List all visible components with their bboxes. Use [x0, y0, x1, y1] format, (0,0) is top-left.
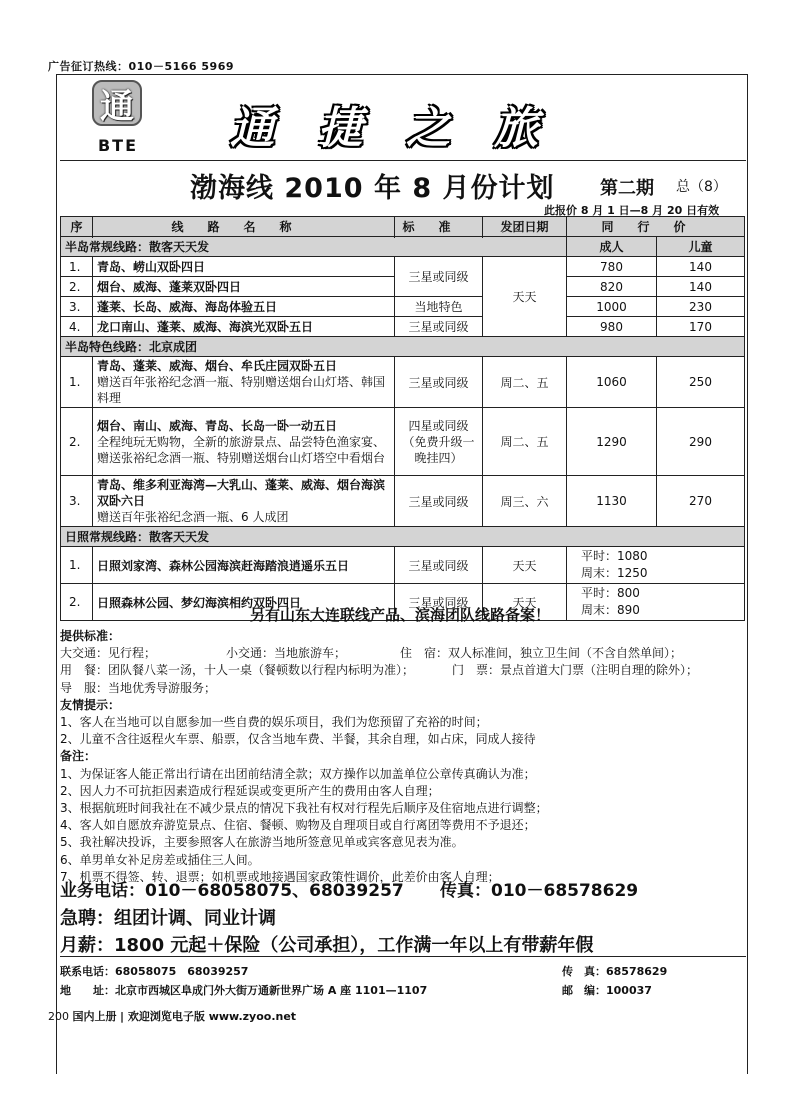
- weekend-price: 周末：890: [581, 603, 640, 617]
- standard-cell: 三星或同级: [395, 317, 483, 337]
- departure-cell: 周二、五: [483, 408, 567, 476]
- company-logo: [88, 80, 148, 158]
- row-number: 1.: [61, 547, 93, 584]
- more-products-note: 另有山东大连联线产品、滨海团队线路备案！: [249, 606, 550, 624]
- table-row: [61, 257, 745, 277]
- page-footer: 200 国内上册 | 欢迎浏览电子版 www.zyoo.net: [48, 1010, 297, 1023]
- header-seq: 序: [61, 217, 93, 237]
- adult-price: 780: [567, 257, 657, 277]
- departure-cell: 天天: [483, 584, 567, 621]
- note-item: 5、我社解决投诉，主要参照客人在旅游当地所签意见单或宾客意见表为准。: [60, 835, 464, 850]
- header-adult: 成人: [567, 237, 657, 257]
- weekday-price: 平时：1080: [581, 549, 648, 563]
- departure-cell: 周三、六: [483, 476, 567, 527]
- page-title: 渤海线 2010 年 8 月份计划: [190, 173, 555, 204]
- promo-text: 欢迎浏览电子版 www.zyoo.net: [127, 1010, 297, 1023]
- standards-heading: 提供标准：: [60, 629, 121, 643]
- route-name: 烟台、南山、威海、青岛、长岛一卧一动五日: [97, 418, 338, 433]
- footer-fax: 传 真：68578629: [562, 965, 668, 978]
- route-price-table: [60, 216, 745, 621]
- brand-name: 通捷之旅: [230, 103, 582, 154]
- transport-small: 小交通：当地旅游车；: [226, 646, 347, 661]
- route-name: 青岛、蓬莱、威海、烟台、牟氏庄园双卧五日: [97, 359, 338, 373]
- route-name: 日照刘家湾、森林公园海滨赶海踏浪逍遥乐五日: [93, 547, 395, 584]
- header-departure: 发团日期: [483, 217, 567, 237]
- logo-text: BTE: [97, 136, 139, 155]
- hiring: 急聘：组团计调、同业计调: [60, 908, 276, 929]
- standard-cell: 三星或同级: [395, 257, 483, 297]
- standard-cell: 三星或同级: [395, 584, 483, 621]
- row-number: 1.: [61, 357, 93, 408]
- footer-row: [60, 981, 744, 1000]
- table-row: [61, 476, 745, 527]
- child-price: 140: [657, 277, 745, 297]
- child-price: 270: [657, 476, 745, 527]
- route-name: 日照森林公园、梦幻海滨相约双卧四日: [93, 584, 395, 621]
- contacts-block: [60, 878, 744, 959]
- standards-row: [60, 662, 744, 679]
- note-item: 3、根据航班时间我社在不减少景点的情况下我社有权对行程先后顺序及住宿地点进行调整；: [60, 801, 548, 816]
- tickets: 门 票：景点首道大门票（注明自理的除外）；: [452, 663, 699, 678]
- route-name: 青岛、维多利亚海湾—大乳山、蓬莱、威海、烟台海滨双卧六日: [97, 478, 386, 508]
- route-description: 赠送百年张裕纪念酒一瓶、特别赠送烟台山灯塔、韩国料理: [97, 375, 386, 405]
- table-row: [61, 297, 745, 317]
- adult-price: 1060: [567, 357, 657, 408]
- row-number: 2.: [61, 584, 93, 621]
- header-route: 线路名称: [93, 217, 395, 237]
- ad-hotline: 广告征订热线：010－5166 5969: [48, 60, 235, 73]
- adult-price: 1130: [567, 476, 657, 527]
- section-title: 半岛特色线路：北京成团: [61, 337, 745, 357]
- logo-mark-icon: 通: [92, 80, 142, 126]
- section-row: [61, 337, 745, 357]
- notes-heading: 备注：: [60, 749, 97, 764]
- issue-total: 总（8）: [676, 179, 727, 195]
- table-row: [61, 547, 745, 584]
- lodging: 住 宿：双人标准间，独立卫生间（不含自然单间）；: [400, 646, 683, 661]
- standard-cell: 四星或同级（免费升级一晚挂四）: [395, 408, 483, 476]
- section-row: [61, 237, 745, 257]
- terms-section: [60, 628, 744, 886]
- row-number: 1.: [61, 257, 93, 277]
- business-fax: 传真：010－68578629: [440, 881, 639, 901]
- footer-tel: 联系电话：68058075 68039257: [60, 965, 249, 978]
- route-cell: [93, 357, 395, 408]
- row-number: 3.: [61, 476, 93, 527]
- note-item: 4、客人如自愿放弃游览景点、住宿、餐顿、购物及自理项目或自行离团等费用不予退还；: [60, 818, 536, 833]
- child-price: 170: [657, 317, 745, 337]
- route-cell: [93, 476, 395, 527]
- table-row: [61, 357, 745, 408]
- note-item: 6、单男单女补足房差或插住三人间。: [60, 852, 260, 867]
- row-number: 3.: [61, 297, 93, 317]
- section-title: 日照常规线路：散客天天发: [61, 527, 745, 547]
- phone-fax-row: [60, 878, 744, 905]
- section-row: [61, 527, 745, 547]
- departure-cell: 天天: [483, 257, 567, 337]
- child-price: 250: [657, 357, 745, 408]
- row-number: 2.: [61, 408, 93, 476]
- table-row: [61, 317, 745, 337]
- header-child: 儿童: [657, 237, 745, 257]
- route-name: 青岛、崂山双卧四日: [93, 257, 395, 277]
- row-number: 2.: [61, 277, 93, 297]
- note-item: 7、机票不得签、转、退票；如机票或地接遇国家政策性调价，此差价由客人自理；: [60, 869, 500, 884]
- salary: 月薪：1800 元起＋保险（公司承担），工作满一年以上有带薪年假: [60, 935, 594, 956]
- route-name: 龙口南山、蓬莱、威海、海滨光双卧五日: [93, 317, 395, 337]
- guide: 导 服：当地优秀导游服务；: [60, 680, 217, 695]
- price-validity-note: 此报价 8 月 1 日—8 月 20 日有效: [544, 204, 720, 217]
- standard-cell: 三星或同级: [395, 357, 483, 408]
- page-number: 200: [48, 1010, 69, 1023]
- footer-info: [60, 962, 744, 1000]
- standard-cell: 三星或同级: [395, 476, 483, 527]
- weekend-price: 周末：1250: [581, 566, 648, 580]
- standard-cell: 当地特色: [395, 297, 483, 317]
- footer-postcode: 邮 编：100037: [562, 984, 652, 997]
- footer-address: 地 址：北京市西城区阜成门外大街万通新世界广场 A 座 1101—1107: [60, 984, 428, 997]
- weekday-price: 平时：800: [581, 586, 640, 600]
- child-price: 140: [657, 257, 745, 277]
- header-price: 同行价: [567, 217, 745, 237]
- departure-cell: 天天: [483, 547, 567, 584]
- adult-price: 820: [567, 277, 657, 297]
- child-price: 290: [657, 408, 745, 476]
- table-row: [61, 408, 745, 476]
- adult-price: 1000: [567, 297, 657, 317]
- issue-label: 第二期: [600, 178, 654, 199]
- tips-heading: 友情提示：: [60, 697, 121, 712]
- business-phone: 业务电话：010－68058075、68039257: [60, 881, 404, 901]
- row-number: 4.: [61, 317, 93, 337]
- tip-item: 1、客人在当地可以自愿参加一些自费的娱乐项目，我们为您预留了充裕的时间；: [60, 715, 488, 730]
- note-item: 1、为保证客人能正常出行请在出团前结清全款；双方操作以加盖单位公章传真确认为准；: [60, 766, 536, 781]
- route-cell: [93, 408, 395, 476]
- header-divider: [60, 160, 746, 161]
- meals: 用 餐：团队餐八菜一汤，十人一桌（餐顿数以行程内标明为准）；: [60, 663, 415, 678]
- header-standard: 标准: [395, 217, 483, 237]
- route-name: 烟台、威海、蓬莱双卧四日: [93, 277, 395, 297]
- note-item: 2、因人力不可抗拒因素造成行程延误或变更所产生的费用由客人自理；: [60, 783, 440, 798]
- section-name: 国内上册: [72, 1010, 117, 1023]
- footer-row: [60, 962, 744, 981]
- transport-big: 大交通：见行程；: [60, 646, 157, 661]
- adult-price: 980: [567, 317, 657, 337]
- route-description: 全程纯玩无购物，全新的旅游景点、品尝特色渔家宴、赠送张裕纪念酒一瓶、特别赠送烟台山灯塔空中看烟台: [97, 434, 386, 465]
- child-price: 230: [657, 297, 745, 317]
- standards-row: [60, 645, 744, 662]
- adult-price: 1290: [567, 408, 657, 476]
- tip-item: 2、儿童不含往返程火车票、船票，仅含当地车费、半餐，其余自理，如占床，同成人接待: [60, 732, 536, 747]
- standard-cell: 三星或同级: [395, 547, 483, 584]
- section-title: 半岛常规线路：散客天天发: [61, 237, 567, 257]
- price-cell: [567, 547, 745, 584]
- route-name: 蓬莱、长岛、威海、海岛体验五日: [93, 297, 395, 317]
- route-description: 赠送百年张裕纪念酒一瓶、6 人成团: [97, 510, 289, 524]
- footer-divider: [60, 956, 746, 957]
- departure-cell: 周二、五: [483, 357, 567, 408]
